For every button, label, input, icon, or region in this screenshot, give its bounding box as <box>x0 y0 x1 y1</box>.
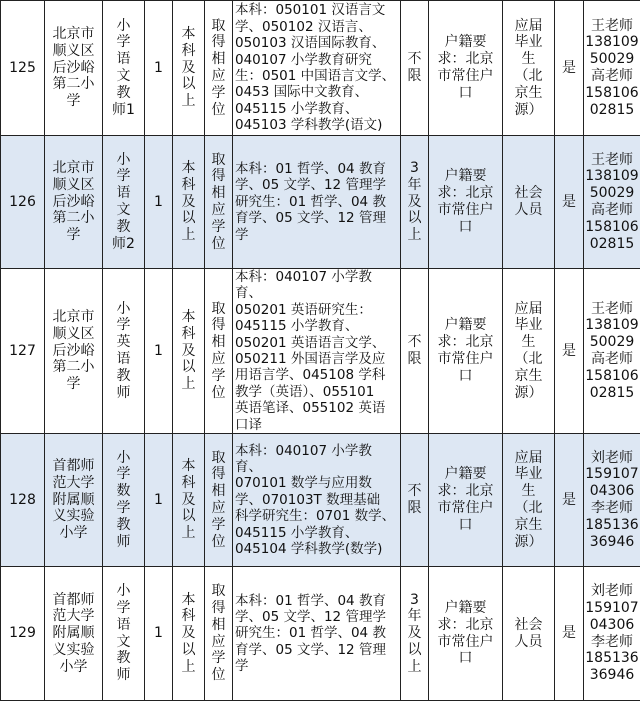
degree-requirement-line: 位 <box>212 102 226 119</box>
degree-requirement-line: 学 <box>212 517 226 534</box>
contact-info-line: 02815 <box>585 102 638 119</box>
residence-requirement-line: 求：北京 <box>438 617 494 634</box>
position-name-cell <box>103 136 145 269</box>
major-requirement-line: 040107 小学教育研究 <box>235 52 395 68</box>
contact-info-line: 158106 <box>585 368 638 385</box>
education-requirement-line: 本 <box>182 458 196 475</box>
candidate-source-line: 源） <box>515 534 543 551</box>
education-requirement-line: 及 <box>182 492 196 509</box>
contact-info-line: 高老师 <box>585 68 638 85</box>
residence-requirement-line: 户籍要 <box>438 168 494 185</box>
major-requirement-line: 本科：01 哲学、04 教育 <box>235 161 386 177</box>
degree-requirement-line: 相 <box>212 334 226 351</box>
major-requirement-line: 本科：040107 小学教育、 <box>235 269 398 302</box>
school-name-line: 顺义区 <box>53 43 95 60</box>
school-name-line: 顺义区 <box>53 177 95 194</box>
degree-requirement-cell <box>205 136 233 269</box>
major-requirement-line: 用语言学、045108 学科 <box>235 367 398 383</box>
residence-requirement-line: 市常住户 <box>438 202 494 219</box>
degree-requirement-cell <box>205 269 233 434</box>
candidate-source-line: 源） <box>515 102 543 119</box>
major-requirement-line: 学、050102 汉语言、 <box>235 19 395 35</box>
hiring-count-cell: 1 <box>145 136 173 269</box>
candidate-source-line: 人员 <box>515 202 543 219</box>
residence-requirement-line: 求：北京 <box>438 185 494 202</box>
major-requirement-line: 学、070103T 数理基础 <box>235 492 398 508</box>
education-requirement-line: 科 <box>182 43 196 60</box>
contact-info-line: 刘老师 <box>585 583 638 600</box>
position-name-line: 师 <box>117 667 131 684</box>
degree-requirement-line: 位 <box>212 534 226 551</box>
major-requirement-line: 050201 英语语言文学、 <box>235 335 398 351</box>
extra-flag-cell: 是 <box>555 567 584 701</box>
education-requirement-line: 以 <box>182 359 196 376</box>
experience-requirement-line: 及 <box>408 625 422 642</box>
experience-requirement-line: 上 <box>408 659 422 676</box>
major-requirement-line: 育学、05 文学、12 管理 <box>235 210 386 226</box>
row-number-cell: 127 <box>1 269 45 434</box>
position-name-cell <box>103 269 145 434</box>
degree-requirement-line: 取 <box>212 18 226 35</box>
degree-requirement-line: 得 <box>212 34 226 51</box>
school-name-line: 顺义区 <box>53 326 95 343</box>
degree-requirement-line: 位 <box>212 667 226 684</box>
candidate-source-line: （北 <box>515 500 543 517</box>
experience-requirement-line: 及 <box>408 194 422 211</box>
candidate-source-line: 源） <box>515 385 543 402</box>
degree-requirement-cell <box>205 567 233 701</box>
experience-requirement-line: 不 <box>408 334 422 351</box>
contact-info-line: 02815 <box>585 385 638 402</box>
residence-requirement-line: 口 <box>438 517 494 534</box>
school-name-line: 附属顺 <box>53 492 95 509</box>
table-row <box>1 434 640 567</box>
school-name-cell <box>45 434 103 567</box>
position-name-line: 文 <box>112 202 135 219</box>
major-requirement-line: 045115 小学教育、 <box>235 318 398 334</box>
school-name-line: 北京市 <box>53 309 95 326</box>
education-requirement-line: 及 <box>182 343 196 360</box>
candidate-source-line: 社会 <box>515 185 543 202</box>
major-requirement-line: 070101 数学与应用数 <box>235 475 398 491</box>
experience-requirement-line: 限 <box>408 351 422 368</box>
degree-requirement-line: 应 <box>212 634 226 651</box>
residence-requirement-cell <box>429 567 503 701</box>
education-requirement-line: 及 <box>182 60 196 77</box>
major-requirement-line: 学 <box>235 658 386 674</box>
experience-requirement-line: 限 <box>408 500 422 517</box>
extra-flag-cell: 是 <box>555 269 584 434</box>
major-requirement-line: 科学研究生：0701 数学、 <box>235 508 398 524</box>
contact-info-line: 50029 <box>585 51 638 68</box>
position-name-line: 语 <box>112 51 135 68</box>
school-name-line: 首都师 <box>53 592 95 609</box>
contact-info-line: 王老师 <box>585 18 638 35</box>
school-name-line: 北京市 <box>53 160 95 177</box>
experience-requirement-cell <box>401 136 429 269</box>
education-requirement-line: 科 <box>182 326 196 343</box>
position-name-cell <box>103 434 145 567</box>
position-name-line: 小 <box>117 301 131 318</box>
school-name-line: 附属顺 <box>53 625 95 642</box>
experience-requirement-cell <box>401 567 429 701</box>
degree-requirement-line: 取 <box>212 301 226 318</box>
position-name-line: 学 <box>112 34 135 51</box>
major-requirement-line: 生：0501 中国语言文学、 <box>235 68 395 84</box>
position-name-line: 教 <box>117 517 131 534</box>
hiring-count-cell: 1 <box>145 434 173 567</box>
education-requirement-line: 科 <box>182 608 196 625</box>
education-requirement-line: 上 <box>182 525 196 542</box>
school-name-line: 后沙峪 <box>53 343 95 360</box>
position-name-line: 小 <box>112 18 135 35</box>
experience-requirement-line: 年 <box>408 177 422 194</box>
education-requirement-line: 以 <box>182 508 196 525</box>
residence-requirement-cell <box>429 434 503 567</box>
contact-info-line: 刘老师 <box>585 450 638 467</box>
major-requirement-line: 教学（英语）、055101 <box>235 384 398 400</box>
degree-requirement-line: 相 <box>212 51 226 68</box>
school-name-line: 小学 <box>53 659 95 676</box>
residence-requirement-line: 口 <box>438 219 494 236</box>
major-requirement-line: 050201 英语研究生： <box>235 302 398 318</box>
education-requirement-cell <box>173 567 205 701</box>
contact-info-line: 高老师 <box>585 351 638 368</box>
school-name-line: 范大学 <box>53 475 95 492</box>
contact-info-cell <box>584 1 640 136</box>
position-name-line: 文 <box>112 68 135 85</box>
candidate-source-cell <box>503 136 555 269</box>
education-requirement-line: 科 <box>182 177 196 194</box>
experience-requirement-line: 3 <box>408 592 422 609</box>
contact-info-line: 138109 <box>585 317 638 334</box>
contact-info-line: 159107 <box>585 600 638 617</box>
candidate-source-line: （北 <box>515 351 543 368</box>
candidate-source-line: 生 <box>515 51 543 68</box>
school-name-line: 第二小 <box>53 76 95 93</box>
degree-requirement-line: 位 <box>212 385 226 402</box>
extra-flag-cell: 是 <box>555 1 584 136</box>
major-requirement-line: 045115 小学教育、 <box>235 101 395 117</box>
contact-info-line: 138109 <box>585 168 638 185</box>
school-name-line: 范大学 <box>53 608 95 625</box>
education-requirement-cell <box>173 1 205 136</box>
extra-flag-cell: 是 <box>555 136 584 269</box>
residence-requirement-line: 口 <box>438 368 494 385</box>
education-requirement-line: 科 <box>182 475 196 492</box>
major-requirement-line: 0453 国际中文教育、 <box>235 84 395 100</box>
contact-info-line: 02815 <box>585 236 638 253</box>
position-name-line: 语 <box>117 617 131 634</box>
degree-requirement-line: 取 <box>212 152 226 169</box>
degree-requirement-line: 学 <box>212 219 226 236</box>
candidate-source-line: 毕业 <box>515 466 543 483</box>
residence-requirement-line: 市常住户 <box>438 351 494 368</box>
candidate-source-cell <box>503 567 555 701</box>
contact-info-line: 36946 <box>585 534 638 551</box>
major-requirement-cell <box>233 434 401 567</box>
candidate-source-line: 生 <box>515 334 543 351</box>
major-requirement-line: 本科：01 哲学、04 教育 <box>235 593 386 609</box>
degree-requirement-line: 相 <box>212 483 226 500</box>
major-requirement-line: 学、05 文学、12 管理学 <box>235 609 386 625</box>
position-name-line: 教 <box>117 650 131 667</box>
degree-requirement-line: 相 <box>212 617 226 634</box>
candidate-source-line: 毕业 <box>515 317 543 334</box>
position-name-line: 文 <box>117 634 131 651</box>
major-requirement-cell <box>233 269 401 434</box>
degree-requirement-line: 取 <box>212 450 226 467</box>
position-name-line: 数 <box>117 483 131 500</box>
candidate-source-cell <box>503 1 555 136</box>
residence-requirement-line: 市常住户 <box>438 500 494 517</box>
major-requirement-line: 050103 汉语国际教育、 <box>235 35 395 51</box>
contact-info-line: 50029 <box>585 334 638 351</box>
major-requirement-line: 045115 小学教育、 <box>235 525 398 541</box>
contact-info-line: 185136 <box>585 517 638 534</box>
degree-requirement-line: 得 <box>212 168 226 185</box>
major-requirement-line: 研究生：01 哲学、04 教 <box>235 625 386 641</box>
school-name-cell <box>45 269 103 434</box>
position-name-line: 师1 <box>112 102 135 119</box>
contact-info-line: 159107 <box>585 466 638 483</box>
school-name-line: 第二小 <box>53 359 95 376</box>
contact-info-line: 50029 <box>585 185 638 202</box>
education-requirement-line: 以 <box>182 76 196 93</box>
education-requirement-cell <box>173 136 205 269</box>
degree-requirement-line: 应 <box>212 202 226 219</box>
school-name-line: 义实验 <box>53 642 95 659</box>
education-requirement-line: 以 <box>182 642 196 659</box>
candidate-source-line: 人员 <box>515 634 543 651</box>
degree-requirement-line: 取 <box>212 583 226 600</box>
residence-requirement-cell <box>429 269 503 434</box>
experience-requirement-line: 以 <box>408 210 422 227</box>
residence-requirement-line: 求：北京 <box>438 334 494 351</box>
residence-requirement-line: 户籍要 <box>438 600 494 617</box>
contact-info-line: 158106 <box>585 85 638 102</box>
candidate-source-line: 毕业 <box>515 34 543 51</box>
school-name-line: 学 <box>53 93 95 110</box>
school-name-cell <box>45 1 103 136</box>
education-requirement-line: 上 <box>182 93 196 110</box>
experience-requirement-line: 3 <box>408 160 422 177</box>
position-name-line: 师 <box>117 534 131 551</box>
residence-requirement-line: 口 <box>438 650 494 667</box>
position-name-cell <box>103 567 145 701</box>
row-number-cell: 125 <box>1 1 45 136</box>
degree-requirement-line: 学 <box>212 650 226 667</box>
position-name-line: 教 <box>112 219 135 236</box>
candidate-source-line: 应届 <box>515 18 543 35</box>
school-name-line: 北京市 <box>53 26 95 43</box>
hiring-count-cell: 1 <box>145 567 173 701</box>
row-number-cell: 128 <box>1 434 45 567</box>
major-requirement-line: 学、05 文学、12 管理学 <box>235 177 386 193</box>
major-requirement-line: 本科：050101 汉语言文 <box>235 2 395 18</box>
education-requirement-line: 以 <box>182 210 196 227</box>
education-requirement-line: 上 <box>182 659 196 676</box>
experience-requirement-line: 限 <box>408 68 422 85</box>
degree-requirement-line: 位 <box>212 236 226 253</box>
degree-requirement-line: 应 <box>212 500 226 517</box>
education-requirement-cell <box>173 269 205 434</box>
education-requirement-line: 本 <box>182 160 196 177</box>
school-name-line: 首都师 <box>53 458 95 475</box>
contact-info-cell <box>584 567 640 701</box>
experience-requirement-line: 上 <box>408 227 422 244</box>
position-name-line: 小 <box>117 583 131 600</box>
education-requirement-line: 及 <box>182 625 196 642</box>
position-name-cell <box>103 1 145 136</box>
school-name-cell <box>45 136 103 269</box>
experience-requirement-cell <box>401 434 429 567</box>
residence-requirement-cell <box>429 136 503 269</box>
candidate-source-line: 社会 <box>515 617 543 634</box>
residence-requirement-line: 市常住户 <box>438 68 494 85</box>
major-requirement-line: 学 <box>235 227 386 243</box>
candidate-source-line: （北 <box>515 68 543 85</box>
school-name-line: 义实验 <box>53 508 95 525</box>
contact-info-line: 158106 <box>585 219 638 236</box>
table-row <box>1 1 640 136</box>
position-name-line: 语 <box>112 185 135 202</box>
contact-info-line: 高老师 <box>585 202 638 219</box>
extra-flag-cell: 是 <box>555 434 584 567</box>
education-requirement-line: 本 <box>182 26 196 43</box>
contact-info-line: 138109 <box>585 34 638 51</box>
position-name-line: 小 <box>112 152 135 169</box>
major-requirement-line: 口译 <box>235 417 398 433</box>
contact-info-line: 185136 <box>585 650 638 667</box>
degree-requirement-line: 学 <box>212 368 226 385</box>
row-number-cell: 126 <box>1 136 45 269</box>
major-requirement-cell <box>233 1 401 136</box>
school-name-line: 后沙峪 <box>53 60 95 77</box>
education-requirement-line: 本 <box>182 592 196 609</box>
position-name-line: 教 <box>117 368 131 385</box>
major-requirement-line: 英语笔译、055102 英语 <box>235 400 398 416</box>
school-name-cell <box>45 567 103 701</box>
school-name-line: 小学 <box>53 525 95 542</box>
experience-requirement-line: 以 <box>408 642 422 659</box>
degree-requirement-line: 应 <box>212 351 226 368</box>
residence-requirement-line: 求：北京 <box>438 483 494 500</box>
candidate-source-line: 应届 <box>515 301 543 318</box>
education-requirement-line: 上 <box>182 227 196 244</box>
major-requirement-line: 本科：040107 小学教育、 <box>235 443 398 476</box>
candidate-source-line: 京生 <box>515 368 543 385</box>
experience-requirement-cell <box>401 269 429 434</box>
position-name-line: 学 <box>117 317 131 334</box>
degree-requirement-line: 得 <box>212 466 226 483</box>
contact-info-line: 王老师 <box>585 152 638 169</box>
degree-requirement-line: 得 <box>212 317 226 334</box>
major-requirement-cell <box>233 136 401 269</box>
candidate-source-line: 京生 <box>515 517 543 534</box>
contact-info-cell <box>584 269 640 434</box>
experience-requirement-line: 年 <box>408 608 422 625</box>
education-requirement-line: 上 <box>182 376 196 393</box>
residence-requirement-line: 户籍要 <box>438 317 494 334</box>
major-requirement-line: 045103 学科教学(语文) <box>235 117 395 133</box>
hiring-count-cell: 1 <box>145 1 173 136</box>
degree-requirement-line: 得 <box>212 600 226 617</box>
position-name-line: 师2 <box>112 236 135 253</box>
contact-info-line: 04306 <box>585 617 638 634</box>
contact-info-cell <box>584 434 640 567</box>
position-name-line: 学 <box>112 168 135 185</box>
school-name-line: 后沙峪 <box>53 194 95 211</box>
residence-requirement-line: 市常住户 <box>438 634 494 651</box>
candidate-source-cell <box>503 434 555 567</box>
school-name-line: 学 <box>53 376 95 393</box>
hiring-count-cell: 1 <box>145 269 173 434</box>
residence-requirement-line: 户籍要 <box>438 466 494 483</box>
degree-requirement-line: 学 <box>212 85 226 102</box>
table-row <box>1 269 640 434</box>
candidate-source-line: 应届 <box>515 450 543 467</box>
school-name-line: 第二小 <box>53 210 95 227</box>
major-requirement-line: 045104 学科教学(数学) <box>235 541 398 557</box>
position-name-line: 教 <box>112 85 135 102</box>
position-name-line: 语 <box>117 351 131 368</box>
education-requirement-line: 及 <box>182 194 196 211</box>
experience-requirement-line: 不 <box>408 483 422 500</box>
position-name-line: 学 <box>117 466 131 483</box>
degree-requirement-cell <box>205 1 233 136</box>
position-name-line: 师 <box>117 385 131 402</box>
contact-info-line: 李老师 <box>585 500 638 517</box>
residence-requirement-cell <box>429 1 503 136</box>
school-name-line: 学 <box>53 227 95 244</box>
residence-requirement-line: 户籍要 <box>438 34 494 51</box>
major-requirement-line: 育学、05 文学、12 管理 <box>235 642 386 658</box>
candidate-source-line: 生 <box>515 483 543 500</box>
candidate-source-cell <box>503 269 555 434</box>
contact-info-line: 36946 <box>585 667 638 684</box>
contact-info-line: 04306 <box>585 483 638 500</box>
degree-requirement-line: 相 <box>212 185 226 202</box>
position-name-line: 学 <box>117 500 131 517</box>
row-number-cell: 129 <box>1 567 45 701</box>
contact-info-cell <box>584 136 640 269</box>
table-row <box>1 567 640 701</box>
major-requirement-line: 050211 外国语言学及应 <box>235 351 398 367</box>
degree-requirement-cell <box>205 434 233 567</box>
position-name-line: 学 <box>117 600 131 617</box>
position-name-line: 小 <box>117 450 131 467</box>
contact-info-line: 王老师 <box>585 301 638 318</box>
candidate-source-line: 京生 <box>515 85 543 102</box>
education-requirement-cell <box>173 434 205 567</box>
experience-requirement-line: 不 <box>408 51 422 68</box>
experience-requirement-cell <box>401 1 429 136</box>
table-row <box>1 136 640 269</box>
major-requirement-line: 研究生：01 哲学、04 教 <box>235 194 386 210</box>
contact-info-line: 李老师 <box>585 634 638 651</box>
residence-requirement-line: 口 <box>438 85 494 102</box>
position-name-line: 英 <box>117 334 131 351</box>
education-requirement-line: 本 <box>182 309 196 326</box>
residence-requirement-line: 求：北京 <box>438 51 494 68</box>
degree-requirement-line: 应 <box>212 68 226 85</box>
major-requirement-cell <box>233 567 401 701</box>
